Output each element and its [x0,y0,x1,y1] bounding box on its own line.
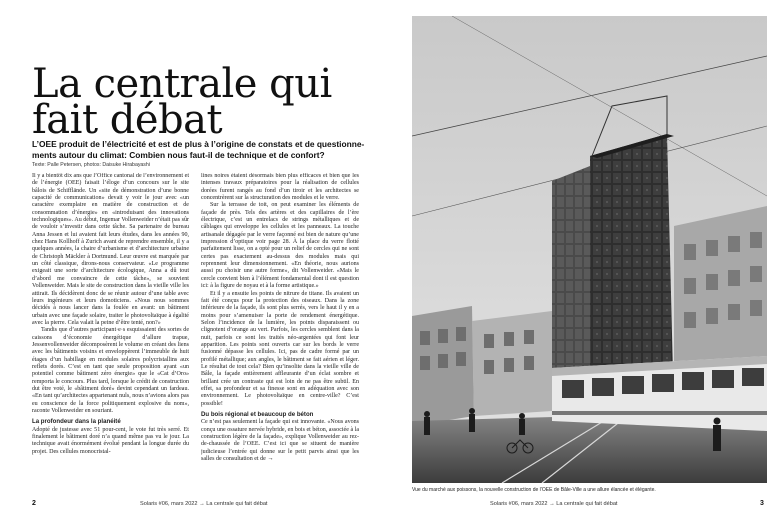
subheading: La profondeur dans la planéité [32,418,121,426]
paragraph: Il y a bientôt dix ans que l’Office cantonal de l’environnement et de l’énergie (OEE) faisait l’éloge d’un concours sur le site bâlois de Schifflände. Un «site de démonstration d’une bonne capacité de communication» devait y voir le jour avec «un caractère exemplaire en matière de construction et de consommation d’énergie» en «introduisant des innovations technologiques». Au début, Ingemar Vollenweider n’était pas sûr de vouloir s’investir dans cette tâche. Sa partenaire de bureau Anna Jessen et lui avaient fait leurs études, dans les années 90, chez Hans Kollhoff à Zurich avant de reprendre ensemble, il y a quelques années, la chaire d’urbanisme et d’architecture urbaine de Christoph Mäckler à Dortmund. Leur œuvre est marquée par un côté classique, dirons-nous conservateur. «Le programme exigeait une sorte d’architecture écologique, Anna a dû tout d’abord me convaincre de cette tâche», se souvient Vollenweider. Mais le site de construction dans la vieille ville les attirait. Ils décidèrent donc de se réunir autour d’une table avec leurs ingénieurs et leurs domoticiens. «Nous nous sommes décidés à nous lancer dans la foulée en avant: un bâtiment urbain avec une façade solaire, traiter le photovoltaïque à égalité avec la pierre. Cela valait la peine d’être tenté, non?» [32,173,189,326]
paragraph: lines noires étaient désormais bien plus efficaces et bien que les intenses travaux préparatoires pour la réalisation de cellules dorées furent rangés au fond d’un tiroir et les architectes se concentrèrent sur la structuration des modules et le verre. [201,173,359,202]
page-number-left: 2 [32,500,36,507]
article-title [32,61,362,143]
subheading: Du bois régional et beaucoup de béton [201,411,314,418]
paragraph: Et il y a ensuite les points de nitrure de titane. Ils avaient un fait été conçus pour la protection des oiseaux. Dans la zone inférieure de la façade, ils sont plus serrés, vers le haut il y en a moins pour s’amenuiser la porte de rendement énergétique. Selon l’incidence de la lumière, les points disparaissent ou clignotent d’orange au vert. Parfois, les cercles semblent dans la nuit, parfois ce sont les traités néo-argentées qui font leur apparition. Les points sont ouverts car sur les bords le verre fusionné dépasse les cellules. Ici, pas de cadre formé par un profilé métallique; aux angles, le bâtiment se fait aérien et léger. Le résultat de tout cela? Bien qu’insolite dans la vieille ville de Bâle, la façade entièrement affleurante d’un éclat sombre et brillant crée un contraste qui est loin de ne pas être subtil. En effet, sa profondeur et sa finesse sont en adéquation avec son environnement. Le photovoltaïque en centre-ville? C’est possible! [201,290,359,407]
text-column-2 [201,173,359,483]
paragraph: Sur la terrasse de toit, on peut examiner les éléments de façade de près. Tels des artères et des capillaires de l’ère électrique, c’est un entrelacs de strings métalliques et de câblages qui enveloppe les cellules et les panneaux. La touche artisanale dégagée par le verre façonné est bien de nature qu’une impression d’optique voir page 28. À la place du verre flotté parfaitement lisse, on a opté pour un relief de cercles qui ne sont certes pas exactement au-dessus des modules mais qui reprennent leur dimensionnement. «En théorie, nous aurions aussi pu choisir une autre forme», dit Vollenweider. «Mais le cercle convient bien à l’élément fondamental dont il est question ici: à la figure de noyau et à la forme artistique.» [201,202,359,290]
paragraph: Adopté de justesse avec 51 pour-cent, le vote fut très serré. Et finalement le bâtiment doré n’a quand même pas vu le jour. La technique avait énormément évolué pendant la longue durée du projet. Des cellules monocristal- [32,426,189,455]
paragraph: Ce n’est pas seulement la façade qui est innovante. «Nous avons conçu une ossature nervée hybride, en bois et béton, associée à la construction légère de la façade», explique Vollenweider au rez-de-chaussée de l’OEE. C’est ici que se situent de manière judicieuse l’entrée qui donne sur le petit parvis ainsi que les salles de consultation et de → [201,419,359,463]
article-credit: Texte: Palle Petersen, photos: Daisuke Hirabayashi [32,162,150,168]
article-lead: L’OEE produit de l’électricité et est de plus à l’origine de constats et de questionnements autour du climat: Combien nous faut-il de technique et de confort? [32,139,365,160]
footer-right: Solaris #06, mars 2022 → La centrale qui fait débat [490,501,618,507]
title-line-1: La centrale qui [32,61,332,107]
page-number-right: 3 [760,500,764,507]
photo-illustration [412,16,767,483]
title-line-2: fait débat [32,97,223,143]
paragraph: Tandis que d’autres participant·e·s esquissaient des sortes de caissons d’économie énergétique d’allure trapue, Jessenvollenweider décomposèrent le volume en créant des liens avec les bâtiments voisins et enveloppèrent l’immeuble de huit étages d’un habillage en modules solaires polycristallins aux reflets dorés. C’est en tant que seule proposition ayant «un potentiel comme bâtiment zéro énergie» que le «Cat d’Oro» remporta le concours. Plus tard, lorsque le crédit de construction dut être voté, le «bâtiment doré» devint cependant un fardeau. «En tant qu’architectes appartenant nuls, nous n’avions alors pas eu conscience de la force politiquement explosive du nom», raconte Vollenweider en souriant. [32,327,189,414]
photo-caption: Vue du marché aux poissons, la nouvelle construction de l’OEE de Bâle-Ville a une allure élancée et élégante. [412,487,656,493]
footer-left: Solaris #06, mars 2022 → La centrale qui fait débat [140,501,268,507]
building-photo [412,16,767,483]
text-column-1 [32,173,189,483]
